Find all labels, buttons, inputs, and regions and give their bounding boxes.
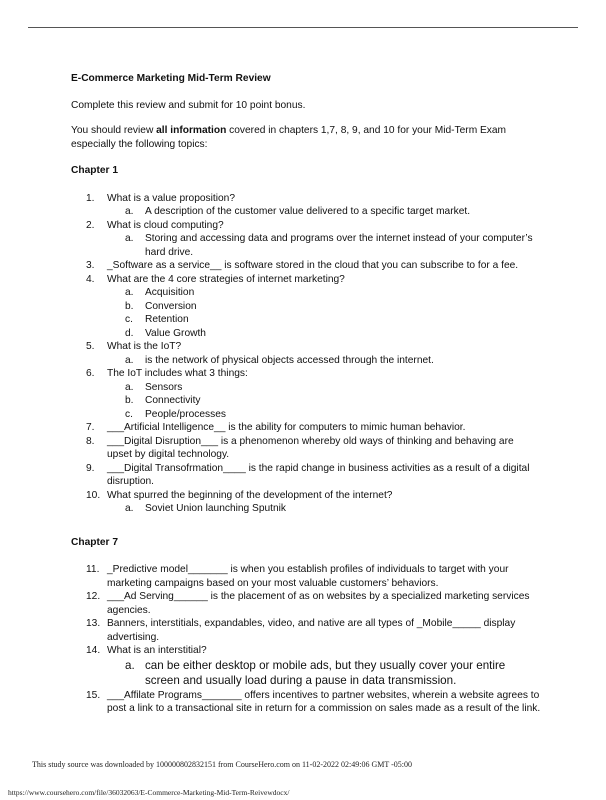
question-number: 15. — [86, 689, 101, 701]
review-post: covered in chapters 1,7, 8, 9, and 10 for your Mid-Term Exam especially the following topics: — [71, 125, 507, 150]
answer-letter: a. — [125, 287, 134, 298]
source-url[interactable]: https://www.coursehero.com/file/36032063/E-Commerce-Marketing-Mid-Term-Reivewdocx/ — [8, 788, 290, 797]
question-text: What is a value proposition? — [107, 192, 235, 204]
answer-item — [71, 205, 541, 219]
answer-letter: b. — [125, 300, 134, 312]
question-item — [71, 435, 541, 462]
intro-paragraph: Complete this review and submit for 10 point bonus. — [71, 99, 306, 111]
review-bold: all information — [156, 125, 227, 136]
chapter-1-question-list — [71, 192, 541, 516]
question-number: 7. — [86, 422, 95, 433]
question-number: 11. — [86, 564, 100, 575]
answer-text: Acquisition — [145, 287, 195, 298]
answer-item — [71, 313, 541, 327]
question-item — [71, 340, 541, 354]
question-text: _Predictive model_______ is when you establish profiles of individuals to target with your marketing campaigns based on your most valuable customers’ behaviors. — [107, 564, 509, 589]
answer-item — [71, 408, 541, 422]
answer-item — [71, 502, 541, 516]
question-item — [71, 259, 541, 273]
question-text: ___Affilate Programs_______ offers incentives to partner websites, wherein a website agrees to post a link to a transactional site in return for a commission on sales made as a result of the link. — [107, 689, 541, 714]
answer-text: Soviet Union launching Sputnik — [145, 503, 287, 514]
question-item — [71, 689, 541, 716]
question-number: 6. — [86, 368, 95, 379]
question-number: 14. — [86, 645, 101, 656]
answer-list — [71, 286, 541, 340]
answer-text: can be either desktop or mobile ads, but they usually cover your entire screen and usually load during a pause in data transmission. — [145, 658, 506, 687]
question-text: ___Artificial Intelligence__ is the ability for computers to mimic human behavior. — [107, 422, 466, 433]
answer-list — [71, 232, 541, 259]
answer-letter: c. — [125, 314, 133, 325]
question-number: 3. — [86, 260, 95, 271]
answer-letter: a. — [125, 658, 135, 672]
answer-text: Value Growth — [145, 327, 206, 339]
answer-text: Retention — [145, 314, 189, 325]
question-item — [71, 590, 541, 617]
review-pre: You should review — [71, 125, 157, 136]
answer-text: Storing and accessing data and programs over the internet instead of your computer’s hard drive. — [145, 233, 533, 258]
answer-item — [71, 327, 541, 341]
answer-text: Conversion — [145, 300, 197, 312]
answer-list — [71, 354, 541, 368]
question-text: What is cloud computing? — [107, 219, 224, 231]
document-body — [71, 72, 541, 716]
question-text: What is an interstitial? — [107, 645, 207, 656]
question-item — [71, 617, 541, 644]
review-paragraph — [71, 124, 541, 151]
answer-item — [71, 394, 541, 408]
answer-text: Connectivity — [145, 395, 201, 406]
question-number: 8. — [86, 435, 95, 447]
question-item — [71, 421, 541, 435]
question-number: 12. — [86, 591, 101, 602]
chapter-1-heading: Chapter 1 — [71, 165, 118, 176]
question-text: Banners, interstitials, expandables, video, and native are all types of _Mobile_____ display advertising. — [107, 618, 516, 643]
question-text: What are the 4 core strategies of internet marketing? — [107, 273, 345, 285]
answer-item — [71, 286, 541, 300]
question-text: What spurred the beginning of the development of the internet? — [107, 489, 393, 501]
answer-item — [71, 354, 541, 368]
question-number: 9. — [86, 462, 95, 474]
answer-list — [71, 658, 541, 689]
question-number: 10. — [86, 489, 101, 501]
answer-item — [71, 381, 541, 395]
download-note: This study source was downloaded by 100000802832151 from CourseHero.com on 11-02-2022 02:49:06 GMT -05:00 — [32, 760, 412, 769]
question-item — [71, 273, 541, 287]
question-item — [71, 192, 541, 206]
answer-item — [71, 300, 541, 314]
question-text: The IoT includes what 3 things: — [107, 368, 248, 379]
answer-text: People/processes — [145, 408, 226, 420]
chapter-7-question-list — [71, 563, 541, 716]
question-text: ___Digital Transofrmation____ is the rapid change in business activities as a result of a digital disruption. — [107, 462, 530, 487]
answer-letter: a. — [125, 354, 134, 366]
question-item — [71, 644, 541, 658]
question-item — [71, 367, 541, 381]
answer-letter: a. — [125, 206, 134, 217]
answer-list — [71, 381, 541, 422]
answer-item — [71, 658, 541, 689]
question-item — [71, 489, 541, 503]
question-text: What is the IoT? — [107, 341, 182, 352]
question-item — [71, 462, 541, 489]
question-number: 4. — [86, 273, 95, 285]
question-number: 13. — [86, 618, 101, 629]
question-item — [71, 219, 541, 233]
answer-letter: c. — [125, 408, 133, 420]
question-number: 2. — [86, 219, 95, 231]
question-text: _Software as a service__ is software stored in the cloud that you can subscribe to for a fee. — [107, 260, 519, 271]
answer-text: A description of the customer value delivered to a specific target market. — [145, 206, 471, 217]
document-title: E-Commerce Marketing Mid-Term Review — [71, 73, 271, 84]
answer-letter: a. — [125, 503, 134, 514]
question-text: ___Ad Serving______ is the placement of as on websites by a specialized marketing services agencies. — [107, 591, 530, 616]
question-number: 1. — [86, 192, 95, 204]
answer-list — [71, 502, 541, 516]
answer-letter: a. — [125, 233, 134, 244]
answer-item — [71, 232, 541, 259]
answer-text: Sensors — [145, 381, 183, 393]
answer-letter: d. — [125, 327, 134, 339]
question-item — [71, 563, 541, 590]
answer-list — [71, 205, 541, 219]
answer-letter: a. — [125, 381, 134, 393]
chapter-7-heading: Chapter 7 — [71, 536, 118, 548]
answer-letter: b. — [125, 395, 134, 406]
page-top-rule — [28, 27, 578, 28]
question-text: ___Digital Disruption___ is a phenomenon whereby old ways of thinking and behaving are upset by digital technology. — [107, 435, 514, 460]
answer-text: is the network of physical objects accessed through the internet. — [145, 354, 434, 366]
question-number: 5. — [86, 341, 95, 352]
